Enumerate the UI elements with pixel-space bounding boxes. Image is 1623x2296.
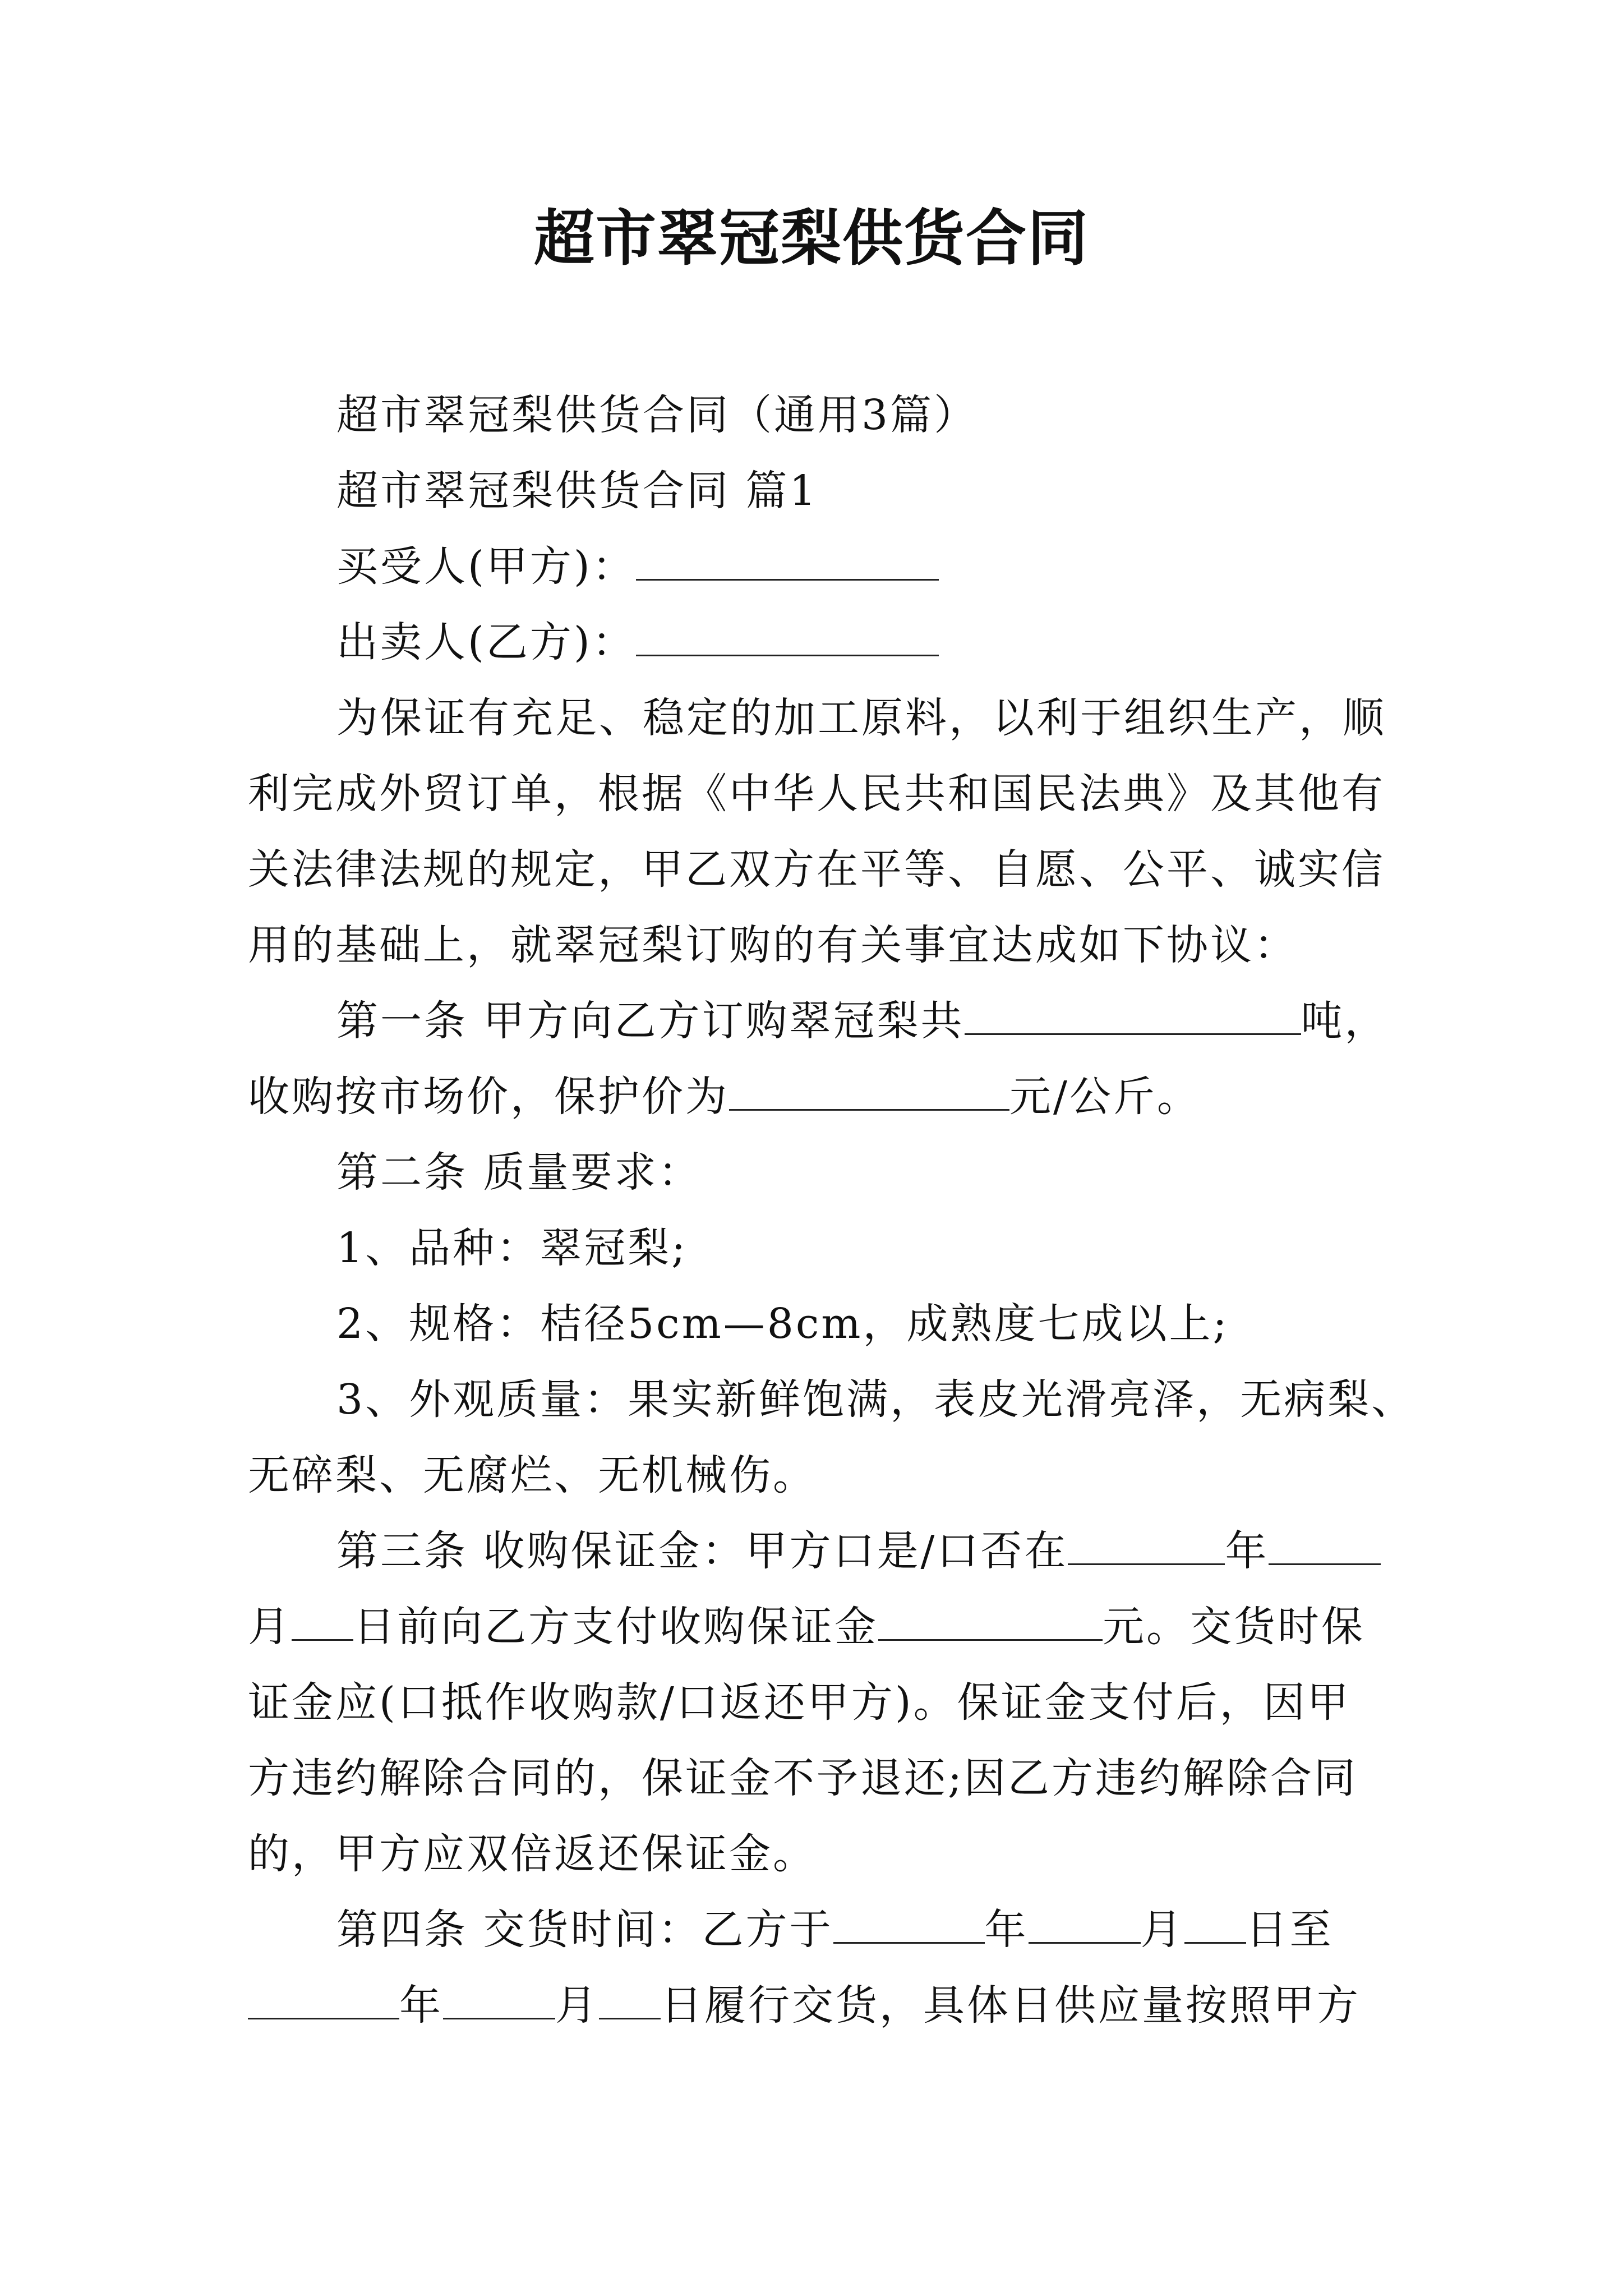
list-item-continuation: 无碎梨、无腐烂、无机械伤。 [248,1451,817,1499]
body-line: 方违约解除合同的，保证金不予退还;因乙方违约解除合同 [248,1754,1358,1802]
tonnage-blank[interactable] [965,1000,1301,1035]
section-heading: 超市翠冠梨供货合同 篇1 [336,467,818,515]
article-3-line: 月 日前向乙方支付收购保证金 元。交货时保 [248,1603,1365,1651]
year-blank[interactable] [1068,1530,1225,1565]
body-line: 的，甲方应双倍返还保证金。 [248,1830,817,1878]
month-blank[interactable] [1269,1530,1381,1565]
body-line: 证金应(口抵作收购款/口返还甲方)。保证金支付后，因甲 [248,1678,1351,1727]
article-2-heading: 第二条 质量要求： [336,1148,702,1197]
article-1-line: 收购按市场价，保护价为 元/公斤。 [248,1073,1201,1121]
subtitle-line: 超市翠冠梨供货合同（通用3篇） [336,391,978,439]
year-blank[interactable] [833,1908,985,1944]
list-item: 1、品种：翠冠梨; [336,1224,688,1272]
buyer-line: 买受人(甲方)： [336,539,1402,595]
list-item: 2、规格：桔径5cm—8cm，成熟度七成以上; [336,1300,1229,1348]
month-blank[interactable] [443,1984,555,2019]
month-blank[interactable] [1029,1908,1141,1944]
day-blank[interactable] [599,1984,661,2019]
day-blank[interactable] [292,1605,353,1641]
document-title: 超市翠冠梨供货合同 [533,203,1089,274]
price-blank[interactable] [729,1075,1009,1111]
day-blank[interactable] [1184,1908,1246,1944]
seller-blank[interactable] [636,621,939,656]
body-line: 利完成外贸订单，根据《中华人民共和国民法典》及其他有 [248,770,1385,818]
article-3-line: 第三条 收购保证金：甲方口是/口否在 年 [336,1523,1402,1579]
seller-line: 出卖人(乙方)： [336,614,1402,670]
article-4-line: 第四条 交货时间：乙方于 年 月 日至 [336,1906,1334,1954]
body-line: 关法律法规的规定，甲乙双方在平等、自愿、公平、诚实信 [248,845,1385,894]
article-4-line: 年 月 日履行交货，具体日供应量按照甲方 [248,1977,1398,2033]
body-line: 用的基础上，就翠冠梨订购的有关事宜达成如下协议： [248,921,1298,969]
article-1-line: 第一条 甲方向乙方订购翠冠梨共 吨， [336,997,1389,1045]
list-item: 3、外观质量：果实新鲜饱满，表皮光滑亮泽，无病梨、 [336,1375,1415,1424]
buyer-blank[interactable] [636,545,939,581]
deposit-blank[interactable] [878,1605,1103,1641]
body-line: 为保证有充足、稳定的加工原料，以利于组织生产，顺 [336,694,1386,742]
year-blank[interactable] [248,1984,399,2019]
